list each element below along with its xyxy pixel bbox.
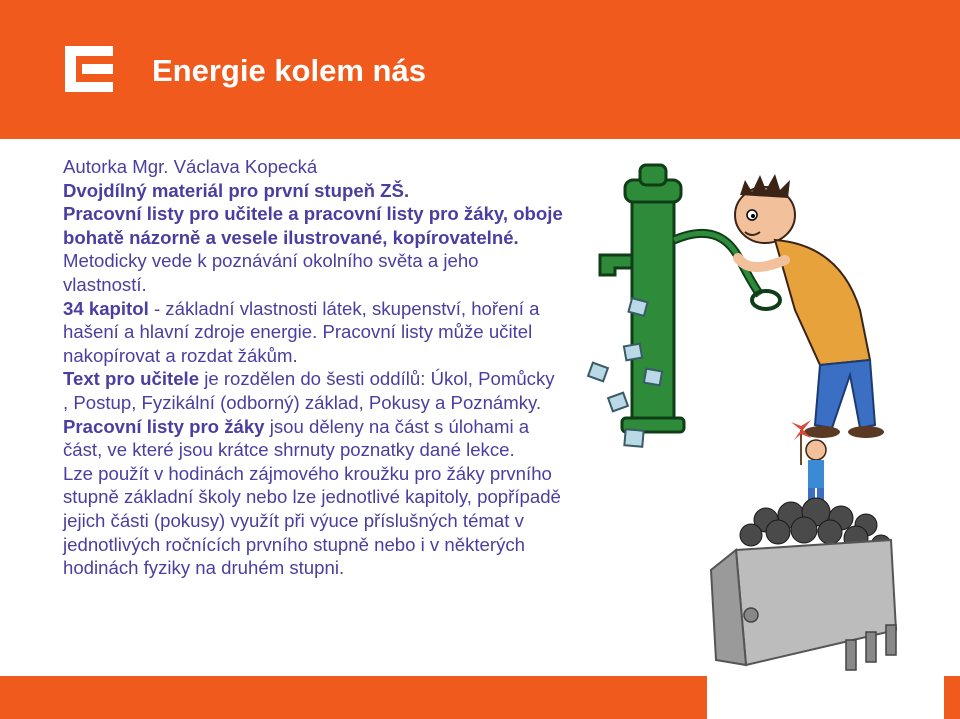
chapters-paragraph xyxy=(63,297,563,368)
teacher-bold: Text pro učitele xyxy=(63,368,200,390)
pupils-text: jsou děleny na část s úlohami a část, ve které jsou krátce shrnuty poznatky dané lekce. xyxy=(63,415,530,461)
sheets-paragraph: Pracovní listy pro učitele a pracovní listy pro žáky, oboje bohatě názorně a vesele ilustrované, kopírovatelné. xyxy=(63,203,563,248)
footer-bar-left xyxy=(0,676,707,719)
chapters-text: - základní vlastnosti látek, skupenství, hoření a hašení a hlavní zdroje energie. Pracovní listy může učitel nakopírovat a rozdat žákům. xyxy=(63,297,540,366)
page-title: Energie kolem nás xyxy=(152,53,426,88)
material-line: Dvojdílný materiál pro první stupeň ZŠ. xyxy=(63,179,410,201)
coal-bucket-illustration-icon xyxy=(706,410,906,710)
pupils-paragraph xyxy=(63,415,563,462)
cez-logo-icon xyxy=(65,46,113,92)
teacher-paragraph xyxy=(63,367,563,414)
usage-paragraph: Lze použít v hodinách zájmového kroužku pro žáky prvního stupně základní školy nebo lze jednotlivé kapitoly, popřípadě jejich části (pokusy) využít při výuce příslušných témat v jednotlivých ročnících prvního stupně nebo i v některých hodinách fyziky na druhém stupni. xyxy=(63,462,561,579)
method-paragraph: Metodicky vede k poznávání okolního světa a jeho vlastností. xyxy=(63,250,479,295)
footer-bar-right xyxy=(944,676,960,719)
chapters-bold: 34 kapitol xyxy=(63,297,149,319)
pupils-bold: Pracovní listy pro žáky xyxy=(63,415,265,437)
author-line: Autorka Mgr. Václava Kopecká xyxy=(63,156,318,177)
body-text xyxy=(63,155,563,580)
teacher-text: je rozdělen do šesti oddílů: Úkol, Pomůcky , Postup, Fyzikální (odborný) základ, Pokusy a Poznámky. xyxy=(63,368,555,413)
header-bar xyxy=(0,0,960,139)
